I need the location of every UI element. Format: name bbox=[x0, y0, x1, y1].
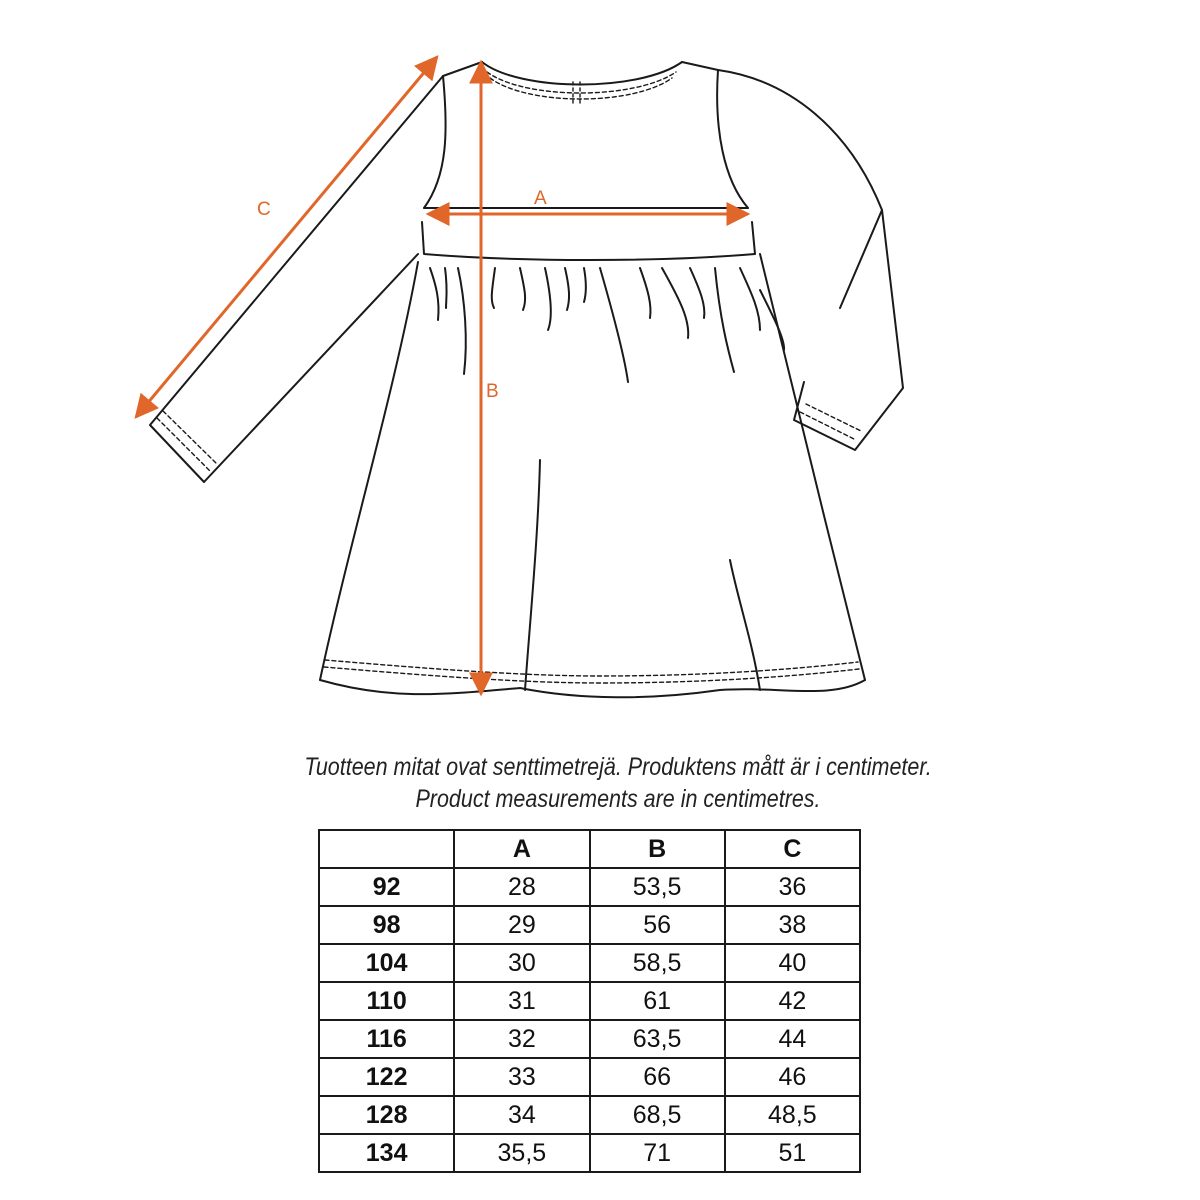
header-c: C bbox=[725, 830, 860, 868]
value-b-cell: 53,5 bbox=[590, 868, 725, 906]
value-c-cell: 36 bbox=[725, 868, 860, 906]
size-cell: 116 bbox=[319, 1020, 454, 1058]
value-b-cell: 68,5 bbox=[590, 1096, 725, 1134]
value-b-cell: 56 bbox=[590, 906, 725, 944]
value-a-cell: 29 bbox=[454, 906, 589, 944]
value-a-cell: 34 bbox=[454, 1096, 589, 1134]
size-cell: 98 bbox=[319, 906, 454, 944]
size-cell: 134 bbox=[319, 1134, 454, 1172]
value-a-cell: 32 bbox=[454, 1020, 589, 1058]
table-row bbox=[319, 868, 860, 906]
measure-arrows bbox=[136, 57, 748, 694]
value-a-cell: 31 bbox=[454, 982, 589, 1020]
caption-languages: Tuotteen mitat ovat senttimetrejä. Produktens mått är i centimeter. bbox=[304, 753, 932, 781]
measure-c-arrow bbox=[136, 57, 437, 417]
value-c-cell: 42 bbox=[725, 982, 860, 1020]
table-row bbox=[319, 1096, 860, 1134]
measure-a-label: A bbox=[534, 188, 547, 209]
size-cell: 92 bbox=[319, 868, 454, 906]
header-b: B bbox=[590, 830, 725, 868]
table-row bbox=[319, 982, 860, 1020]
size-cell: 110 bbox=[319, 982, 454, 1020]
header-size bbox=[319, 830, 454, 868]
table-row bbox=[319, 944, 860, 982]
value-b-cell: 63,5 bbox=[590, 1020, 725, 1058]
measure-b-label: B bbox=[486, 381, 499, 402]
value-c-cell: 46 bbox=[725, 1058, 860, 1096]
table-row bbox=[319, 1058, 860, 1096]
measure-c-label: C bbox=[257, 199, 271, 220]
size-table bbox=[318, 829, 861, 1173]
value-b-cell: 61 bbox=[590, 982, 725, 1020]
size-cell: 104 bbox=[319, 944, 454, 982]
value-b-cell: 58,5 bbox=[590, 944, 725, 982]
table-header-row bbox=[319, 830, 860, 868]
size-cell: 128 bbox=[319, 1096, 454, 1134]
dress-outline bbox=[150, 62, 903, 697]
size-cell: 122 bbox=[319, 1058, 454, 1096]
value-b-cell: 71 bbox=[590, 1134, 725, 1172]
value-c-cell: 51 bbox=[725, 1134, 860, 1172]
value-a-cell: 30 bbox=[454, 944, 589, 982]
table-row bbox=[319, 1134, 860, 1172]
value-a-cell: 35,5 bbox=[454, 1134, 589, 1172]
value-b-cell: 66 bbox=[590, 1058, 725, 1096]
value-c-cell: 44 bbox=[725, 1020, 860, 1058]
value-c-cell: 38 bbox=[725, 906, 860, 944]
header-a: A bbox=[454, 830, 589, 868]
table-row bbox=[319, 906, 860, 944]
value-a-cell: 33 bbox=[454, 1058, 589, 1096]
value-a-cell: 28 bbox=[454, 868, 589, 906]
table-row bbox=[319, 1020, 860, 1058]
value-c-cell: 40 bbox=[725, 944, 860, 982]
caption-english: Product measurements are in centimetres. bbox=[415, 785, 821, 813]
value-c-cell: 48,5 bbox=[725, 1096, 860, 1134]
